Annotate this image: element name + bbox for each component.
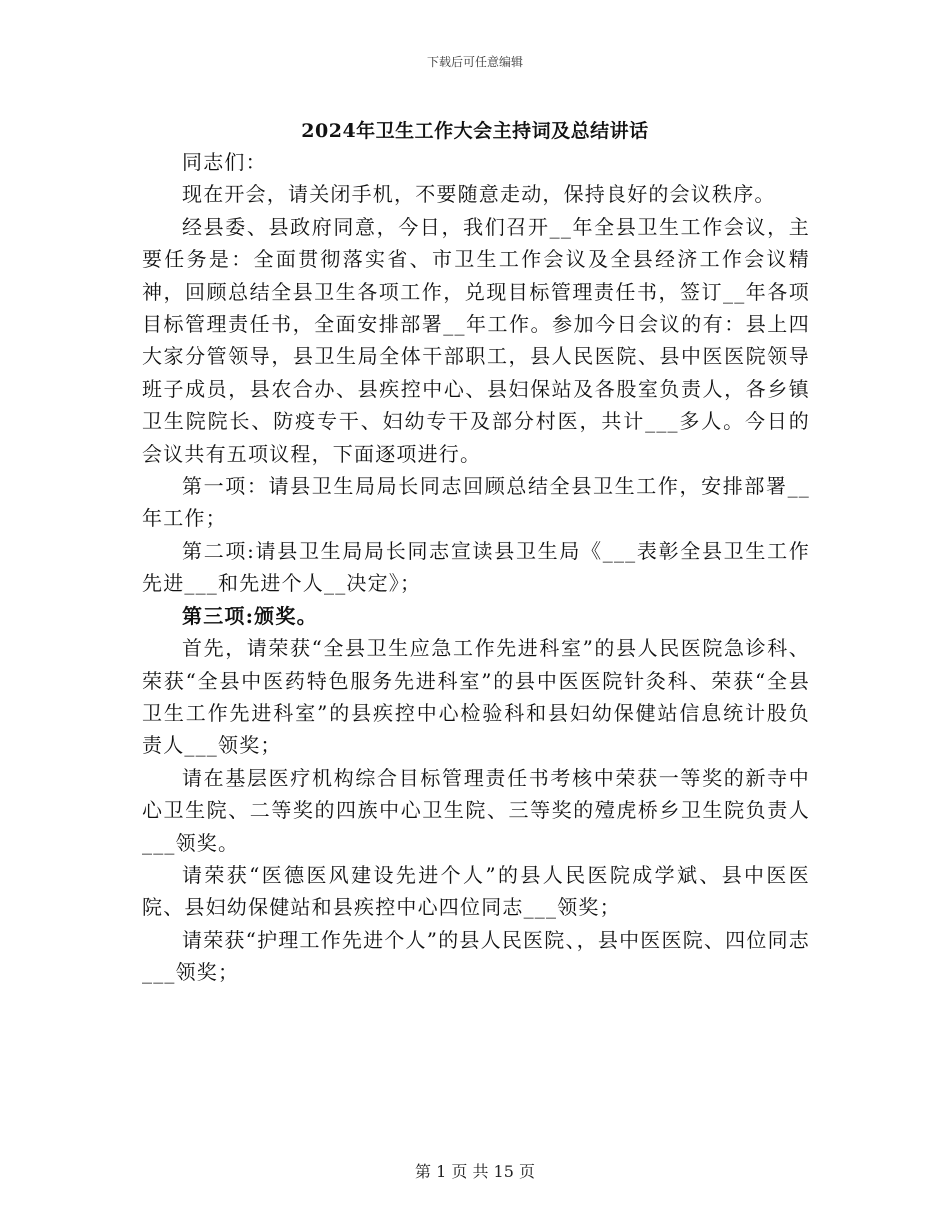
paragraph-agenda-item-2: 第二项:请县卫生局局长同志宣读县卫生局《___表彰全县卫生工作先进___和先进个人__决定》；: [142, 538, 810, 596]
paragraph-award-ethics: 请荣获“医德医风建设先进个人”的县人民医院成学斌、县中医医院、县妇幼保健站和县疾控中心四位同志___领奖；: [142, 862, 810, 920]
paragraph-order-notice: 现在开会，请关闭手机，不要随意走动，保持良好的会议秩序。: [182, 182, 776, 207]
document-title: 2024年卫生工作大会主持词及总结讲话: [301, 120, 649, 142]
paragraph-award-departments: 首先，请荣获“全县卫生应急工作先进科室”的县人民医院急诊科、荣获“全县中医药特色服务先进科室”的县中医医院针灸科、荣获“全县卫生工作先进科室”的县疾控中心检验科和县妇幼保健站信息统计股负责人___领奖；: [142, 636, 810, 758]
document-body: [142, 146, 810, 989]
header-note: 下载后可任意编辑: [426, 55, 523, 69]
paragraph-agenda-item-3-heading: 第三项:颁奖。: [182, 603, 318, 628]
paragraph-agenda-item-1: 第一项：请县卫生局局长同志回顾总结全县卫生工作，安排部署__年工作；: [142, 474, 810, 531]
paragraph-meeting-intro: 经县委、县政府同意，今日，我们召开__年全县卫生工作会议，主要任务是：全面贯彻落实省、市卫生工作会议及全县经济工作会议精神，回顾总结全县卫生各项工作，兑现目标管理责任书，签订__年各项目标管理责任书，全面安排部署__年工作。参加今日会议的有：县上四大家分管领导，县卫生局全体干部职工，县人民医院、县中医医院领导班子成员，县农合办、县疾控中心、县妇保站及各股室负责人，各乡镇卫生院院长、防疫专干、妇幼专干及部分村医，共计___多人。今日的会议共有五项议程，下面逐项进行。: [142, 214, 810, 466]
paragraph-award-clinics: 请在基层医疗机构综合目标管理责任书考核中荣获一等奖的新寺中心卫生院、二等奖的四族中心卫生院、三等奖的殪虎桥乡卫生院负责人___领奖。: [142, 765, 810, 855]
paragraph-salutation: 同志们：: [182, 150, 267, 174]
page-number: 第 1 页 共 15 页: [415, 1162, 535, 1181]
paragraph-award-nursing: 请荣获“护理工作先进个人”的县人民医院、，县中医医院、四位同志___领奖；: [142, 927, 810, 985]
